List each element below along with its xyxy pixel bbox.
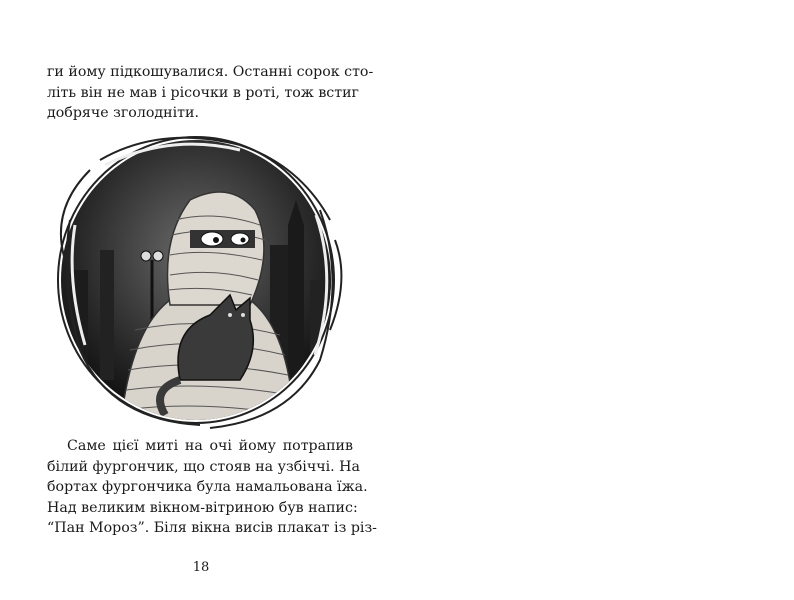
mummy-illustration: [40, 130, 358, 430]
text-line: ги йому підкошувалися. Останні сорок сто-: [47, 64, 374, 80]
left-page-top-text: [47, 62, 374, 124]
text-line: “Пан Мороз”. Біля вікна висів плакат із різ-: [47, 520, 377, 536]
text-line: добряче зголодніти.: [47, 105, 199, 121]
text-line: літь він не мав і рісочки в роті, тож встиг: [47, 84, 359, 101]
left-page-bottom-text: [47, 436, 377, 539]
page-number: 18: [192, 560, 210, 575]
right-page: [397, 0, 794, 600]
text-line: Саме цієї миті на очі йому потрапив: [67, 438, 353, 454]
text-line: Над великим вікном-вітриною був напис:: [47, 499, 358, 516]
text-line: білий фургончик, що стояв на узбіччі. На: [47, 458, 360, 475]
text-line: бортах фургончика була намальована їжа.: [47, 479, 368, 495]
